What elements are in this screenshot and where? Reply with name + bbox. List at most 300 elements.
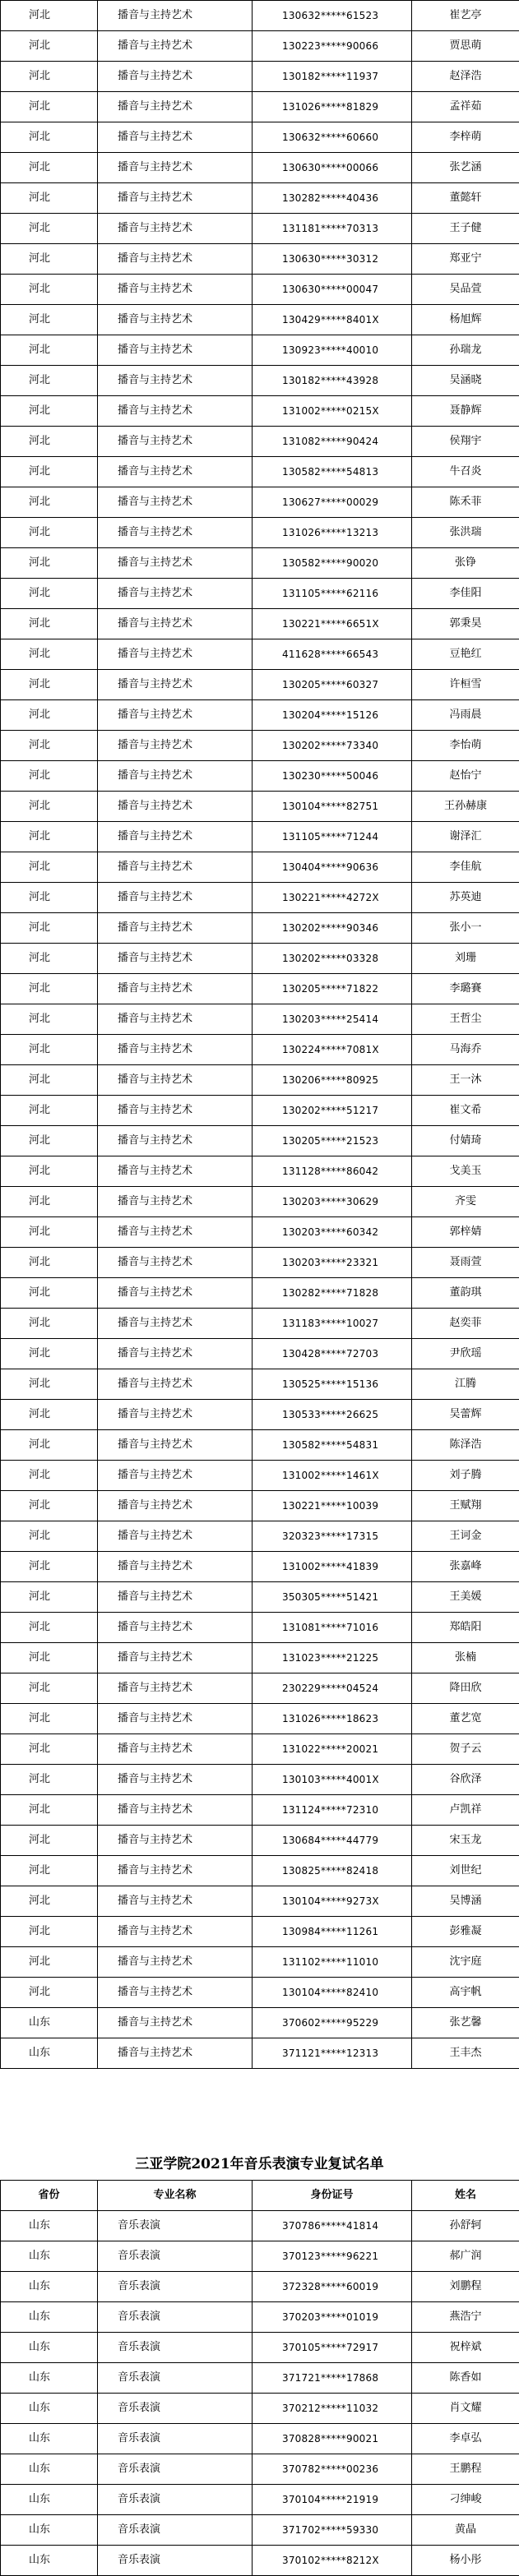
name-cell: 尹欣瑶	[412, 1339, 519, 1369]
major-cell: 播音与主持艺术	[98, 62, 253, 92]
table-row	[1, 1187, 519, 1217]
table-row	[1, 852, 519, 883]
table-row	[1, 609, 519, 639]
id-number-cell: 411628*****66543	[253, 639, 412, 670]
major-cell: 音乐表演	[98, 2515, 253, 2546]
province-cell: 山东	[1, 2333, 98, 2363]
name-cell: 王孙赫康	[412, 792, 519, 822]
province-cell: 河北	[1, 1278, 98, 1309]
table-row	[1, 1065, 519, 1096]
table-row	[1, 2333, 519, 2363]
id-number-cell: 131082*****90424	[253, 427, 412, 457]
id-number-cell: 371121*****12313	[253, 2038, 412, 2069]
id-number-cell: 130224*****7081X	[253, 1035, 412, 1065]
province-cell: 河北	[1, 1978, 98, 2008]
id-number-cell: 130533*****26625	[253, 1400, 412, 1430]
province-cell: 河北	[1, 1643, 98, 1673]
id-number-cell: 320323*****17315	[253, 1521, 412, 1552]
major-cell: 播音与主持艺术	[98, 183, 253, 214]
table-row	[1, 1004, 519, 1035]
name-cell: 张嘉峰	[412, 1552, 519, 1582]
table-row	[1, 1917, 519, 1947]
province-cell: 山东	[1, 2241, 98, 2272]
province-cell: 山东	[1, 2454, 98, 2485]
id-number-cell: 130104*****82751	[253, 792, 412, 822]
province-cell: 河北	[1, 183, 98, 214]
province-cell: 河北	[1, 639, 98, 670]
province-cell: 河北	[1, 62, 98, 92]
name-cell: 陈泽浩	[412, 1430, 519, 1461]
major-cell: 播音与主持艺术	[98, 1552, 253, 1582]
major-cell: 播音与主持艺术	[98, 1826, 253, 1856]
major-cell: 播音与主持艺术	[98, 1856, 253, 1886]
id-number-cell: 130223*****90066	[253, 31, 412, 62]
province-cell: 河北	[1, 1704, 98, 1734]
major-cell: 播音与主持艺术	[98, 92, 253, 122]
province-cell: 河北	[1, 852, 98, 883]
table-row	[1, 2038, 519, 2069]
id-number-cell: 130182*****43928	[253, 366, 412, 396]
province-cell: 河北	[1, 1156, 98, 1187]
table-row	[1, 1704, 519, 1734]
name-cell: 赵怡宁	[412, 761, 519, 792]
name-cell: 降田欣	[412, 1673, 519, 1704]
major-cell: 播音与主持艺术	[98, 822, 253, 852]
major-cell: 播音与主持艺术	[98, 457, 253, 487]
id-number-cell: 370105*****72917	[253, 2333, 412, 2363]
table-row	[1, 670, 519, 700]
table-row	[1, 974, 519, 1004]
id-number-cell: 130525*****15136	[253, 1369, 412, 1400]
name-cell: 刘子腾	[412, 1461, 519, 1491]
major-cell: 播音与主持艺术	[98, 1309, 253, 1339]
province-cell: 山东	[1, 2515, 98, 2546]
major-cell: 音乐表演	[98, 2211, 253, 2241]
table-row	[1, 1582, 519, 1613]
id-number-cell: 130205*****21523	[253, 1126, 412, 1156]
major-cell: 播音与主持艺术	[98, 427, 253, 457]
major-cell: 播音与主持艺术	[98, 731, 253, 761]
name-cell: 王鹏程	[412, 2454, 519, 2485]
major-cell: 播音与主持艺术	[98, 1917, 253, 1947]
name-cell: 张楠	[412, 1643, 519, 1673]
major-cell: 音乐表演	[98, 2424, 253, 2454]
name-cell: 牛召炎	[412, 457, 519, 487]
major-cell: 播音与主持艺术	[98, 700, 253, 731]
id-number-cell: 130632*****61523	[253, 1, 412, 31]
name-cell: 彭雅凝	[412, 1917, 519, 1947]
id-number-cell: 370828*****90021	[253, 2424, 412, 2454]
name-cell: 张艺馨	[412, 2008, 519, 2038]
name-cell: 郑亚宁	[412, 244, 519, 275]
name-cell: 李梓萌	[412, 122, 519, 153]
table-row	[1, 2241, 519, 2272]
province-cell: 河北	[1, 1947, 98, 1978]
id-number-cell: 131026*****13213	[253, 518, 412, 548]
name-cell: 谷欣泽	[412, 1765, 519, 1795]
table-row	[1, 214, 519, 244]
major-cell: 音乐表演	[98, 2272, 253, 2302]
id-number-cell: 130182*****11937	[253, 62, 412, 92]
name-cell: 冯雨晨	[412, 700, 519, 731]
id-number-cell: 130582*****54831	[253, 1430, 412, 1461]
id-number-cell: 131102*****11010	[253, 1947, 412, 1978]
admission-table-body	[1, 1, 519, 2069]
major-cell: 音乐表演	[98, 2241, 253, 2272]
id-number-cell: 130282*****40436	[253, 183, 412, 214]
province-cell: 河北	[1, 1248, 98, 1278]
major-cell: 播音与主持艺术	[98, 1035, 253, 1065]
name-cell: 张铮	[412, 548, 519, 579]
table-row	[1, 1, 519, 31]
table-row	[1, 183, 519, 214]
table-row	[1, 396, 519, 427]
table-row	[1, 1491, 519, 1521]
province-cell: 河北	[1, 1552, 98, 1582]
table-row	[1, 122, 519, 153]
province-cell: 河北	[1, 1309, 98, 1339]
name-cell: 贺子云	[412, 1734, 519, 1765]
major-cell: 音乐表演	[98, 2454, 253, 2485]
province-cell: 河北	[1, 92, 98, 122]
name-cell: 董懿轩	[412, 183, 519, 214]
id-number-cell: 130632*****60660	[253, 122, 412, 153]
province-cell: 河北	[1, 1339, 98, 1369]
table-row	[1, 427, 519, 457]
name-cell: 侯翔宇	[412, 427, 519, 457]
major-cell: 播音与主持艺术	[98, 1734, 253, 1765]
table-row	[1, 1643, 519, 1673]
name-cell: 肖文耀	[412, 2394, 519, 2424]
id-number-cell: 130202*****90346	[253, 913, 412, 944]
major-cell: 播音与主持艺术	[98, 639, 253, 670]
name-cell: 郝广润	[412, 2241, 519, 2272]
table-row	[1, 761, 519, 792]
major-cell: 播音与主持艺术	[98, 396, 253, 427]
name-cell: 吴博涵	[412, 1886, 519, 1917]
name-cell: 刁绅峻	[412, 2485, 519, 2515]
province-cell: 河北	[1, 1126, 98, 1156]
name-cell: 豆艳红	[412, 639, 519, 670]
id-number-cell: 130202*****73340	[253, 731, 412, 761]
major-cell: 播音与主持艺术	[98, 761, 253, 792]
province-cell: 山东	[1, 2485, 98, 2515]
province-cell: 河北	[1, 335, 98, 366]
major-cell: 播音与主持艺术	[98, 1187, 253, 1217]
table-row	[1, 1248, 519, 1278]
name-cell: 王一沐	[412, 1065, 519, 1096]
id-number-cell: 370102*****8212X	[253, 2546, 412, 2576]
major-cell: 播音与主持艺术	[98, 1795, 253, 1826]
name-cell: 李璐賽	[412, 974, 519, 1004]
table-row	[1, 1613, 519, 1643]
id-number-cell: 130206*****80925	[253, 1065, 412, 1096]
major-cell: 播音与主持艺术	[98, 1491, 253, 1521]
table-row	[1, 2211, 519, 2241]
id-number-cell: 370602*****95229	[253, 2008, 412, 2038]
id-number-cell: 370782*****00236	[253, 2454, 412, 2485]
table-row	[1, 487, 519, 518]
name-cell: 李卓弘	[412, 2424, 519, 2454]
table-row	[1, 1734, 519, 1765]
major-cell: 播音与主持艺术	[98, 1400, 253, 1430]
table-row	[1, 1552, 519, 1582]
major-cell: 播音与主持艺术	[98, 852, 253, 883]
id-number-cell: 130202*****03328	[253, 944, 412, 974]
id-number-cell: 130630*****30312	[253, 244, 412, 275]
id-number-cell: 130582*****54813	[253, 457, 412, 487]
name-cell: 王诃金	[412, 1521, 519, 1552]
major-cell: 播音与主持艺术	[98, 1217, 253, 1248]
major-cell: 音乐表演	[98, 2302, 253, 2333]
province-cell: 河北	[1, 31, 98, 62]
name-cell: 赵奕菲	[412, 1309, 519, 1339]
province-cell: 河北	[1, 548, 98, 579]
province-cell: 河北	[1, 1430, 98, 1461]
id-number-cell: 131002*****0215X	[253, 396, 412, 427]
id-number-cell: 130684*****44779	[253, 1826, 412, 1856]
province-cell: 河北	[1, 122, 98, 153]
id-number-cell: 130203*****25414	[253, 1004, 412, 1035]
name-cell: 王赋翔	[412, 1491, 519, 1521]
name-cell: 李佳阳	[412, 579, 519, 609]
table-row	[1, 2546, 519, 2576]
name-cell: 赵泽浩	[412, 62, 519, 92]
major-cell: 播音与主持艺术	[98, 670, 253, 700]
major-cell: 播音与主持艺术	[98, 1643, 253, 1673]
major-cell: 播音与主持艺术	[98, 214, 253, 244]
id-number-cell: 130630*****00047	[253, 275, 412, 305]
major-cell: 播音与主持艺术	[98, 1278, 253, 1309]
id-number-cell: 130205*****71822	[253, 974, 412, 1004]
name-cell: 陈香如	[412, 2363, 519, 2394]
province-cell: 河北	[1, 1065, 98, 1096]
name-cell: 沈宇庭	[412, 1947, 519, 1978]
province-cell: 河北	[1, 1856, 98, 1886]
section-title-music-performance: 三亚学院2021年音乐表演专业复试名单	[0, 2149, 519, 2180]
major-cell: 播音与主持艺术	[98, 1521, 253, 1552]
province-cell: 河北	[1, 214, 98, 244]
id-number-cell: 230229*****04524	[253, 1673, 412, 1704]
province-cell: 河北	[1, 1491, 98, 1521]
name-cell: 吴涵晓	[412, 366, 519, 396]
id-number-cell: 131128*****86042	[253, 1156, 412, 1187]
province-cell: 河北	[1, 1461, 98, 1491]
table-row	[1, 944, 519, 974]
major-cell: 播音与主持艺术	[98, 1886, 253, 1917]
table-row	[1, 92, 519, 122]
major-cell: 播音与主持艺术	[98, 122, 253, 153]
province-cell: 河北	[1, 579, 98, 609]
province-cell: 河北	[1, 822, 98, 852]
province-cell: 河北	[1, 457, 98, 487]
province-cell: 河北	[1, 1734, 98, 1765]
table-row	[1, 1400, 519, 1430]
table-row	[1, 1339, 519, 1369]
name-cell: 张小一	[412, 913, 519, 944]
admission-table-body	[1, 2181, 519, 2576]
major-cell: 播音与主持艺术	[98, 1096, 253, 1126]
name-cell: 张洪瑞	[412, 518, 519, 548]
id-number-cell: 130205*****60327	[253, 670, 412, 700]
province-cell: 河北	[1, 1673, 98, 1704]
major-cell: 播音与主持艺术	[98, 1704, 253, 1734]
table-row	[1, 822, 519, 852]
id-number-cell: 130203*****30629	[253, 1187, 412, 1217]
major-cell: 播音与主持艺术	[98, 1673, 253, 1704]
province-cell: 河北	[1, 487, 98, 518]
province-cell: 河北	[1, 670, 98, 700]
id-number-cell: 131181*****70313	[253, 214, 412, 244]
id-number-cell: 130204*****15126	[253, 700, 412, 731]
id-number-cell: 131023*****21225	[253, 1643, 412, 1673]
table-row	[1, 2302, 519, 2333]
province-cell: 河北	[1, 153, 98, 183]
name-cell: 许桓雪	[412, 670, 519, 700]
id-number-cell: 130429*****8401X	[253, 305, 412, 335]
name-cell: 郑皓阳	[412, 1613, 519, 1643]
table-row	[1, 518, 519, 548]
major-cell: 音乐表演	[98, 2333, 253, 2363]
header-id-number: 身份证号	[253, 2181, 412, 2211]
major-cell: 音乐表演	[98, 2485, 253, 2515]
major-cell: 播音与主持艺术	[98, 974, 253, 1004]
table-row	[1, 1856, 519, 1886]
province-cell: 河北	[1, 731, 98, 761]
major-cell: 播音与主持艺术	[98, 1, 253, 31]
major-cell: 播音与主持艺术	[98, 2008, 253, 2038]
major-cell: 音乐表演	[98, 2363, 253, 2394]
province-cell: 河北	[1, 427, 98, 457]
province-cell: 河北	[1, 913, 98, 944]
table-row	[1, 1156, 519, 1187]
name-cell: 王哲尘	[412, 1004, 519, 1035]
table-row	[1, 1947, 519, 1978]
table-row	[1, 1826, 519, 1856]
name-cell: 杨小彤	[412, 2546, 519, 2576]
id-number-cell: 131081*****71016	[253, 1613, 412, 1643]
table-row	[1, 1309, 519, 1339]
province-cell: 河北	[1, 518, 98, 548]
province-cell: 河北	[1, 1826, 98, 1856]
major-cell: 音乐表演	[98, 2546, 253, 2576]
id-number-cell: 370104*****21919	[253, 2485, 412, 2515]
id-number-cell: 130202*****51217	[253, 1096, 412, 1126]
id-number-cell: 131002*****1461X	[253, 1461, 412, 1491]
table-row	[1, 1217, 519, 1248]
id-number-cell: 131105*****62116	[253, 579, 412, 609]
id-number-cell: 130630*****00066	[253, 153, 412, 183]
province-cell: 河北	[1, 1886, 98, 1917]
name-cell: 吴品萱	[412, 275, 519, 305]
id-number-cell: 371702*****59330	[253, 2515, 412, 2546]
province-cell: 山东	[1, 2394, 98, 2424]
name-cell: 刘鹏程	[412, 2272, 519, 2302]
name-cell: 燕浩宁	[412, 2302, 519, 2333]
province-cell: 河北	[1, 1917, 98, 1947]
major-cell: 播音与主持艺术	[98, 153, 253, 183]
table-row	[1, 2485, 519, 2515]
table-row	[1, 1096, 519, 1126]
province-cell: 河北	[1, 883, 98, 913]
name-cell: 陈禾菲	[412, 487, 519, 518]
table-row	[1, 579, 519, 609]
id-number-cell: 130404*****90636	[253, 852, 412, 883]
id-number-cell: 370123*****96221	[253, 2241, 412, 2272]
province-cell: 河北	[1, 1795, 98, 1826]
name-cell: 吴蕾辉	[412, 1400, 519, 1430]
province-cell: 山东	[1, 2363, 98, 2394]
province-cell: 山东	[1, 2008, 98, 2038]
table-row	[1, 639, 519, 670]
id-number-cell: 130103*****4001X	[253, 1765, 412, 1795]
table-row	[1, 913, 519, 944]
major-cell: 播音与主持艺术	[98, 1978, 253, 2008]
table-row	[1, 1461, 519, 1491]
major-cell: 播音与主持艺术	[98, 335, 253, 366]
id-number-cell: 131183*****10027	[253, 1309, 412, 1339]
table-row	[1, 2008, 519, 2038]
major-cell: 播音与主持艺术	[98, 944, 253, 974]
id-number-cell: 371721*****17868	[253, 2363, 412, 2394]
id-number-cell: 131124*****72310	[253, 1795, 412, 1826]
table-row	[1, 700, 519, 731]
name-cell: 郭梓婧	[412, 1217, 519, 1248]
name-cell: 黄晶	[412, 2515, 519, 2546]
name-cell: 董韵琪	[412, 1278, 519, 1309]
table-row	[1, 62, 519, 92]
major-cell: 播音与主持艺术	[98, 913, 253, 944]
major-cell: 播音与主持艺术	[98, 518, 253, 548]
major-cell: 播音与主持艺术	[98, 275, 253, 305]
name-cell: 付婧琦	[412, 1126, 519, 1156]
province-cell: 河北	[1, 396, 98, 427]
table-row	[1, 2272, 519, 2302]
name-cell: 张艺涵	[412, 153, 519, 183]
major-cell: 播音与主持艺术	[98, 366, 253, 396]
province-cell: 河北	[1, 305, 98, 335]
id-number-cell: 372328*****60019	[253, 2272, 412, 2302]
id-number-cell: 130923*****40010	[253, 335, 412, 366]
name-cell: 王美媛	[412, 1582, 519, 1613]
table-row	[1, 366, 519, 396]
admission-table-music-performance	[0, 2180, 519, 2576]
major-cell: 播音与主持艺术	[98, 1369, 253, 1400]
major-cell: 音乐表演	[98, 2394, 253, 2424]
province-cell: 河北	[1, 275, 98, 305]
name-cell: 郭秉昊	[412, 609, 519, 639]
name-cell: 祝梓斌	[412, 2333, 519, 2363]
table-row	[1, 275, 519, 305]
province-cell: 河北	[1, 1521, 98, 1552]
id-number-cell: 130221*****10039	[253, 1491, 412, 1521]
province-cell: 河北	[1, 1, 98, 31]
name-cell: 江腾	[412, 1369, 519, 1400]
province-cell: 河北	[1, 792, 98, 822]
major-cell: 播音与主持艺术	[98, 31, 253, 62]
major-cell: 播音与主持艺术	[98, 1765, 253, 1795]
table-row	[1, 2363, 519, 2394]
province-cell: 山东	[1, 2424, 98, 2454]
name-cell: 聂雨萱	[412, 1248, 519, 1278]
table-row	[1, 1278, 519, 1309]
id-number-cell: 370786*****41814	[253, 2211, 412, 2241]
name-cell: 崔艺亭	[412, 1, 519, 31]
province-cell: 山东	[1, 2211, 98, 2241]
major-cell: 播音与主持艺术	[98, 1430, 253, 1461]
header-province: 省份	[1, 2181, 98, 2211]
major-cell: 播音与主持艺术	[98, 244, 253, 275]
